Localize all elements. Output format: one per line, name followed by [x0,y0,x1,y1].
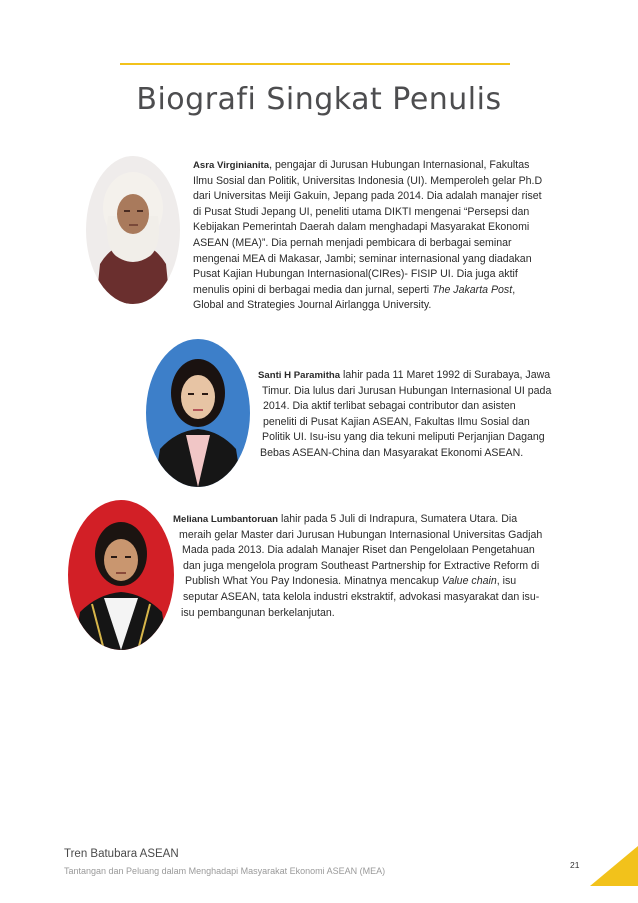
bio-line: Politik UI. Isu-isu yang dia tekuni meliputi Perjanjian Dagang [262,431,545,444]
bio-line: Bebas ASEAN-China dan Masyarakat Ekonomi ASEAN. [260,446,524,459]
bio-line: dan juga mengelola program Southeast Partnership for Extractive Reform di [183,559,540,572]
bio-line: Mada pada 2013. Dia adalah Manajer Riset dan Pengelolaan Pengetahuan [182,544,535,557]
portrait-image [68,500,174,650]
bio-line: seputar ASEAN, tata kelola industri ekstraktif, advokasi masyarakat dan isu- [183,590,540,603]
portrait-image [146,339,250,487]
author-photo-asra [86,156,180,304]
italic-term: Value chain [441,575,497,588]
bio-line: Pusat Kajian Hubungan Internasional(CIRes)- FISIP UI. Dia juga aktif [193,268,518,281]
author-name: Asra Virginianita [193,160,270,171]
bio-line: peneliti di Pusat Kajian ASEAN, Fakultas Ilmu Sosial dan [263,415,530,428]
top-accent-rule [120,63,510,65]
journal-name: The Jakarta Post [432,283,513,296]
bio-meliana [173,512,542,621]
footer-book-subtitle: Tantangan dan Peluang dalam Menghadapi Masyarakat Ekonomi ASEAN (MEA) [64,866,386,876]
page-title: Biografi Singkat Penulis [136,82,502,117]
bio-santi [258,368,551,462]
bio-line: Publish What You Pay Indonesia. Minatnya mencakup Value chain, isu [185,575,517,588]
bio-line: Timur. Dia lulus dari Jurusan Hubungan Internasional UI pada [262,384,552,397]
bio-line: Kebijakan Pemerintah Daerah dalam menghadapi Masyarakat Ekonomi [193,221,530,234]
page-number: 21 [570,860,580,870]
author-photo-santi [146,339,250,487]
bio-line: 2014. Dia aktif terlibat sebagai contributor dan asisten [263,400,516,413]
bio-line: ASEAN (MEA)”. Dia pernah menjadi pembicara di berbagai seminar [193,236,512,249]
bio-line: isu pembangunan berkelanjutan. [181,606,335,619]
bio-line: di Pusat Studi Jepang UI, peneliti utama DIKTI mengenai “Persepsi dan [193,205,530,218]
bio-line: Asra Virginianita, pengajar di Jurusan Hubungan Internasional, Fakultas [193,159,530,171]
author-photo-meliana [68,500,174,650]
corner-accent-shape [576,846,638,886]
bio-line: dari Universitas Meiji Gakuin, Jepang pada 2014. Dia adalah manajer riset [193,190,542,203]
bio-line: Santi H Paramitha lahir pada 11 Maret 1992 di Surabaya, Jawa [258,369,551,381]
bio-line: Ilmu Sosial dan Politik, Universitas Indonesia (UI). Memperoleh gelar Ph.D [193,174,543,187]
bio-asra [193,158,542,314]
author-name: Santi H Paramitha [258,370,341,381]
bio-line: mengenai MEA di Makasar, Jambi; seminar internasional yang diadakan [193,252,532,265]
author-name: Meliana Lumbantoruan [173,514,279,525]
bio-line: Global and Strategies Journal Airlangga University. [193,299,432,312]
portrait-image [86,156,180,304]
bio-line: menulis opini di berbagai media dan jurnal, seperti The Jakarta Post, [193,283,516,296]
bio-line: Meliana Lumbantoruan lahir pada 5 Juli di Indrapura, Sumatera Utara. Dia [173,513,518,525]
footer-book-title: Tren Batubara ASEAN [64,848,179,860]
bio-line: meraih gelar Master dari Jurusan Hubungan Internasional Universitas Gadjah [179,528,543,541]
